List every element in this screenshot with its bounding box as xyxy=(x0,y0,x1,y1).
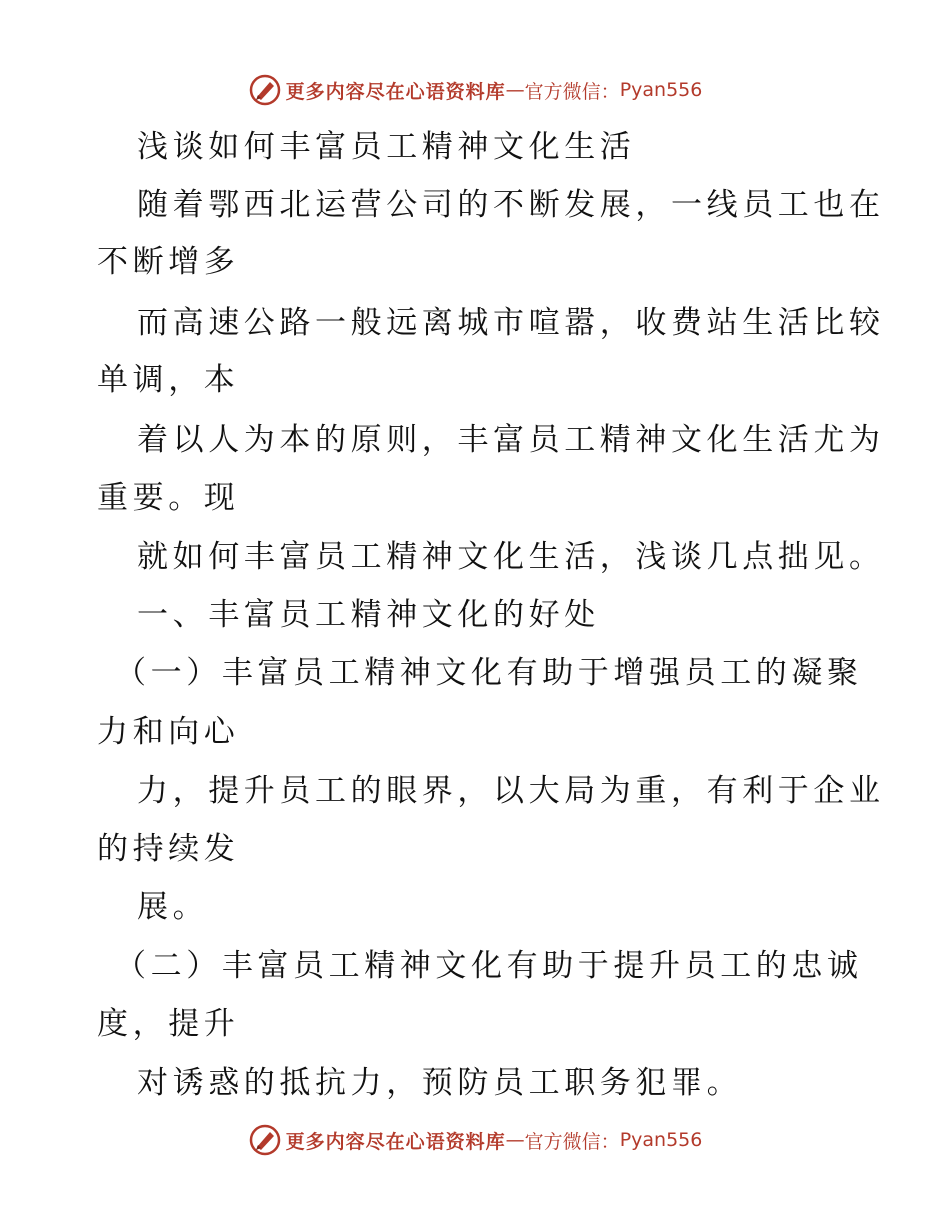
section-heading: 一、丰富员工精神文化的好处 xyxy=(137,597,600,633)
subsection-heading: （二）丰富员工精神文化有助于提升员工的忠诚 xyxy=(115,948,863,984)
paragraph-line: 对诱惑的抵抗力，预防员工职务犯罪。 xyxy=(137,1065,743,1101)
paragraph-line: 而高速公路一般远离城市喧嚣，收费站生活比较 xyxy=(137,305,885,341)
watermark-title: 更多内容尽在心语资料库 xyxy=(285,80,506,103)
red-pen-seal-icon xyxy=(248,1123,282,1157)
paragraph-line: 不断增多 xyxy=(97,244,240,280)
paragraph-line: 单调，本 xyxy=(97,362,240,398)
watermark-wechat-id: Pyan556 xyxy=(619,1129,703,1151)
paragraph-line: 力和向心 xyxy=(97,714,240,750)
watermark-subtitle: 官方微信： xyxy=(524,80,620,103)
paragraph-line: 的持续发 xyxy=(97,831,240,867)
paragraph-line: 度，提升 xyxy=(97,1006,240,1042)
watermark-dash: — xyxy=(505,1129,525,1151)
paragraph-line: 重要。现 xyxy=(97,480,240,516)
paragraph-line: 着以人为本的原则，丰富员工精神文化生活尤为 xyxy=(137,422,885,458)
subsection-heading: （一）丰富员工精神文化有助于增强员工的凝聚 xyxy=(115,655,863,691)
watermark-wechat-id: Pyan556 xyxy=(619,79,703,101)
watermark-title: 更多内容尽在心语资料库 xyxy=(285,1130,506,1153)
paragraph-line: 力，提升员工的眼界，以大局为重，有利于企业 xyxy=(137,773,885,809)
paragraph-line: 随着鄂西北运营公司的不断发展，一线员工也在 xyxy=(137,187,885,223)
watermark-dash: — xyxy=(505,79,525,101)
paragraph-line: 就如何丰富员工精神文化生活，浅谈几点拙见。 xyxy=(137,539,885,575)
watermark-subtitle: 官方微信： xyxy=(524,1130,620,1153)
document-title: 浅谈如何丰富员工精神文化生活 xyxy=(137,129,636,165)
footer-watermark xyxy=(0,1120,950,1160)
paragraph-line: 展。 xyxy=(137,889,209,925)
